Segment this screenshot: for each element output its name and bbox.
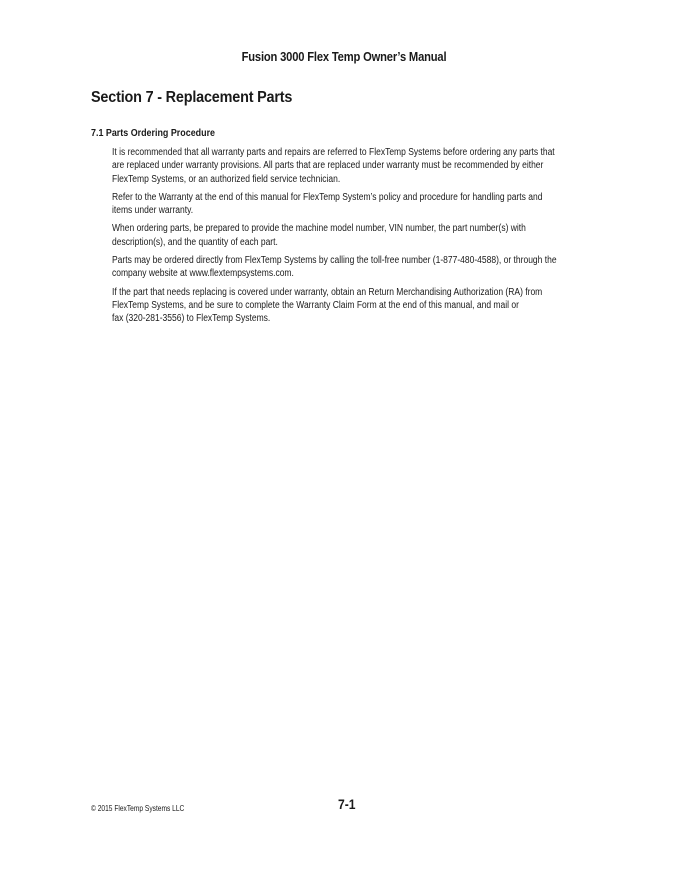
section-title: Section 7 - Replacement Parts xyxy=(91,89,293,106)
paragraph-ordering-info: When ordering parts, be prepared to provide the machine model number, VIN number, the part number(s) with description(s), and the quantity of each part. xyxy=(112,223,526,248)
footer-copyright: © 2015 FlexTemp Systems LLC xyxy=(91,803,185,813)
section-body xyxy=(112,146,608,331)
paragraph-ordering-contact: Parts may be ordered directly from FlexTemp Systems by calling the toll-free number (1-877-480-4588), or through the company website at www.flextempsystems.com. xyxy=(112,255,557,280)
paragraph-return-authorization: If the part that needs replacing is covered under warranty, obtain an Return Merchandising Authorization (RA) from FlexTemp Systems, and be sure to complete the Warranty Claim Form at the end of this manual, and mail or fax (320-281-3556) to FlexTemp Systems. xyxy=(112,286,543,325)
manual-title: Fusion 3000 Flex Temp Owner’s Manual xyxy=(241,49,447,64)
page-number: 7-1 xyxy=(338,797,356,812)
paragraph-warranty-referral: It is recommended that all warranty parts and repairs are referred to FlexTemp Systems before ordering any parts that are replaced under warranty provisions. All parts that are replaced under warranty must be recommended by either FlexTemp Systems, or an authorized field service technician. xyxy=(112,147,555,185)
subsection-title: 7.1 Parts Ordering Procedure xyxy=(91,127,216,139)
paragraph-warranty-policy: Refer to the Warranty at the end of this manual for FlexTemp System’s policy and procedure for handling parts and items under warranty. xyxy=(112,191,543,217)
